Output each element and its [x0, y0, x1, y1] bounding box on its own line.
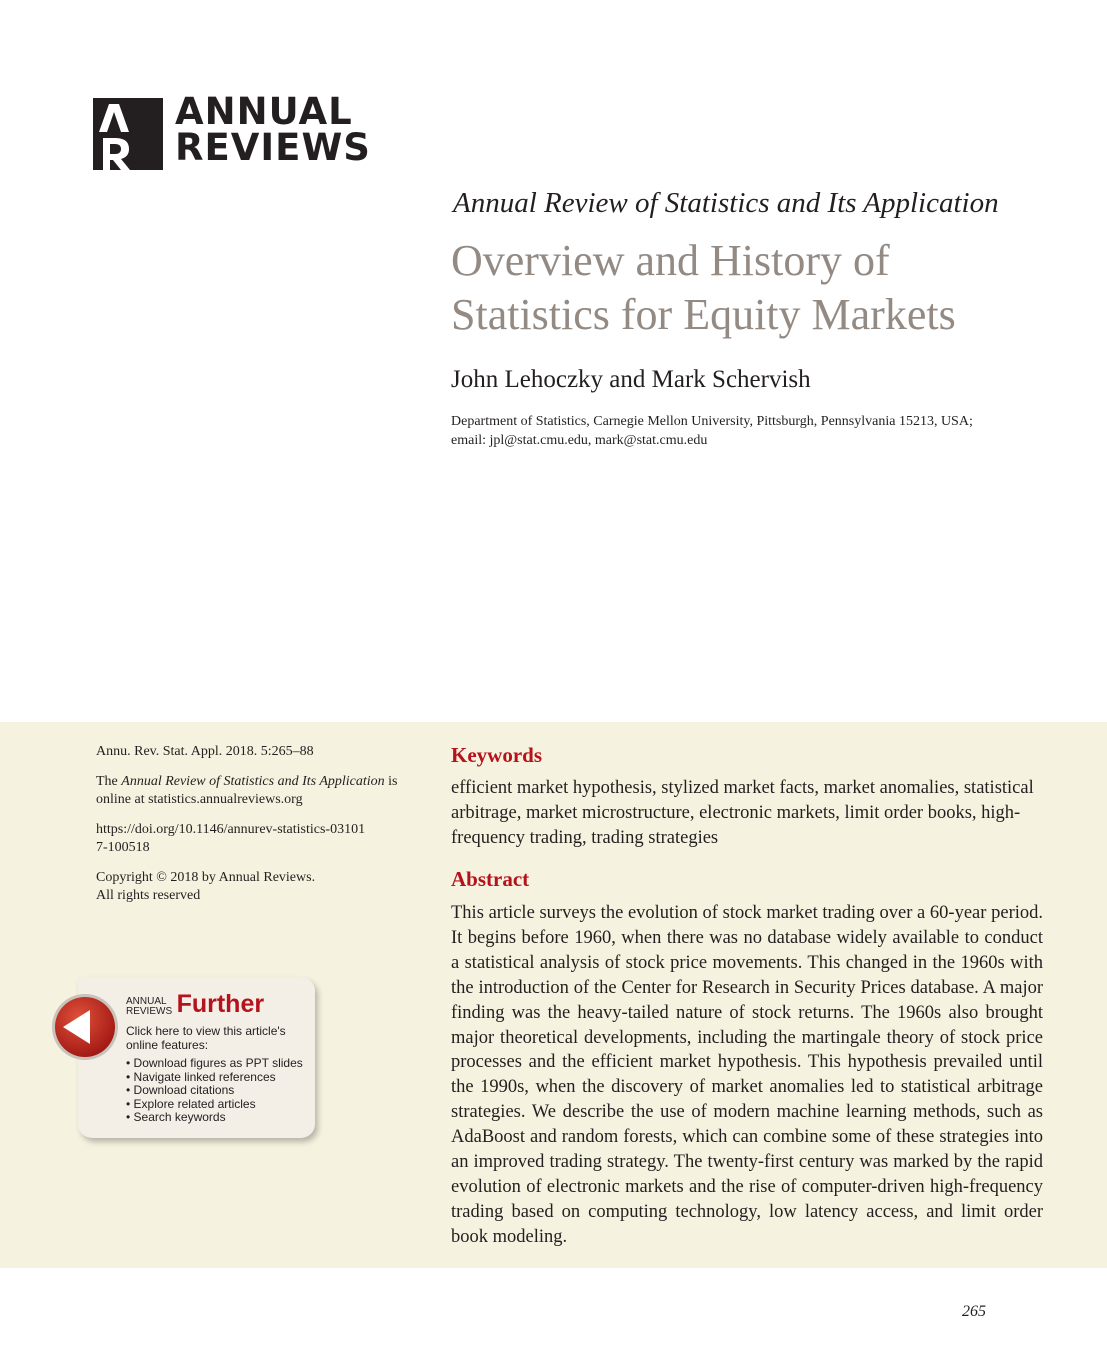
- abstract-text: This article surveys the evolution of stock market trading over a 60-year period. It begins before 1960, when there was no database widely available to conduct a statistical analysis of stock price movements. This changed in the 1960s with the introduction of the Center for Research in Security Prices database. A major finding was the heavy-tailed nature of stock returns. The 1960s also brought major theoretical developments, including the martingale theory of stock price processes and the efficient market hypothesis. This hypothesis prevailed until the 1990s, when the discovery of market anomalies led to statistical arbitrage strategies. We describe the use of modern machine learning methods, such as AdaBoost and random forests, which can combine some of these strategies into an improved trading strategy. The twenty-first century was marked by the rapid evolution of electronic markets and the rise of computer-driven high-frequency trading based on computing technology, low latency access, and limit order book modeling.: [451, 903, 1043, 1247]
- annual-reviews-logo: [93, 90, 371, 172]
- article-title: [451, 234, 1071, 342]
- abstract-heading: Abstract: [451, 867, 530, 891]
- citation: Annu. Rev. Stat. Appl. 2018. 5:265–88: [96, 744, 314, 759]
- further-arrow-icon[interactable]: [50, 992, 120, 1062]
- further-title: Further: [176, 990, 265, 1018]
- affiliation-line-2: email: jpl@stat.cmu.edu, mark@stat.cmu.edu: [451, 433, 708, 448]
- article-meta: [96, 743, 421, 917]
- annual-reviews-logo-mark-icon: [93, 98, 163, 170]
- further-heading: [126, 991, 264, 1017]
- affiliation: [451, 412, 1071, 450]
- online-journal: Annual Review of Statistics and Its Application: [121, 774, 385, 789]
- further-feature-item[interactable]: • Explore related articles: [126, 1098, 303, 1112]
- further-feature-item[interactable]: • Navigate linked references: [126, 1071, 303, 1085]
- authors: John Lehoczky and Mark Schervish: [451, 366, 811, 393]
- logo-wordmark: [175, 90, 371, 169]
- rights-line: All rights reserved: [96, 888, 201, 903]
- further-click-link[interactable]: Click here: [126, 1024, 180, 1038]
- further-click-text: [126, 1024, 306, 1052]
- further-feature-item[interactable]: • Download figures as PPT slides: [126, 1057, 303, 1071]
- further-brand-line-2: REVIEWS: [126, 1006, 173, 1017]
- further-brand: [126, 997, 172, 1017]
- further-brand-line-1: ANNUAL: [126, 996, 167, 1007]
- logo-line-annual: ANNUAL: [175, 90, 353, 133]
- keywords: efficient market hypothesis, stylized market facts, market anomalies, statistical arbitrage, market microstructure, electronic markets, limit order books, high-frequency trading, trading strategies: [451, 778, 1034, 848]
- online-suffix: is online at statistics.annualreviews.org: [96, 774, 398, 807]
- further-feature-item[interactable]: • Search keywords: [126, 1111, 303, 1125]
- online-prefix: The: [96, 774, 122, 789]
- further-feature-list: [126, 1057, 303, 1125]
- journal-name: Annual Review of Statistics and Its Application: [453, 187, 999, 219]
- online-notice: [96, 773, 421, 809]
- article-title-line-1: Overview and History of: [451, 236, 890, 285]
- further-feature-item[interactable]: • Download citations: [126, 1084, 303, 1098]
- affiliation-line-1: Department of Statistics, Carnegie Mellon University, Pittsburgh, Pennsylvania 15213, USA;: [451, 414, 973, 429]
- page-number: 265: [962, 1303, 986, 1320]
- copyright-line: Copyright © 2018 by Annual Reviews.: [96, 870, 316, 885]
- article-title-line-2: Statistics for Equity Markets: [451, 290, 956, 339]
- doi-link[interactable]: https://doi.org/10.1146/annurev-statistics-031017-100518: [96, 822, 366, 855]
- copyright: [96, 869, 421, 905]
- keywords-heading: Keywords: [451, 743, 542, 767]
- further-click-rest: to view this article's online features:: [126, 1024, 286, 1052]
- logo-line-reviews: REVIEWS: [175, 126, 371, 169]
